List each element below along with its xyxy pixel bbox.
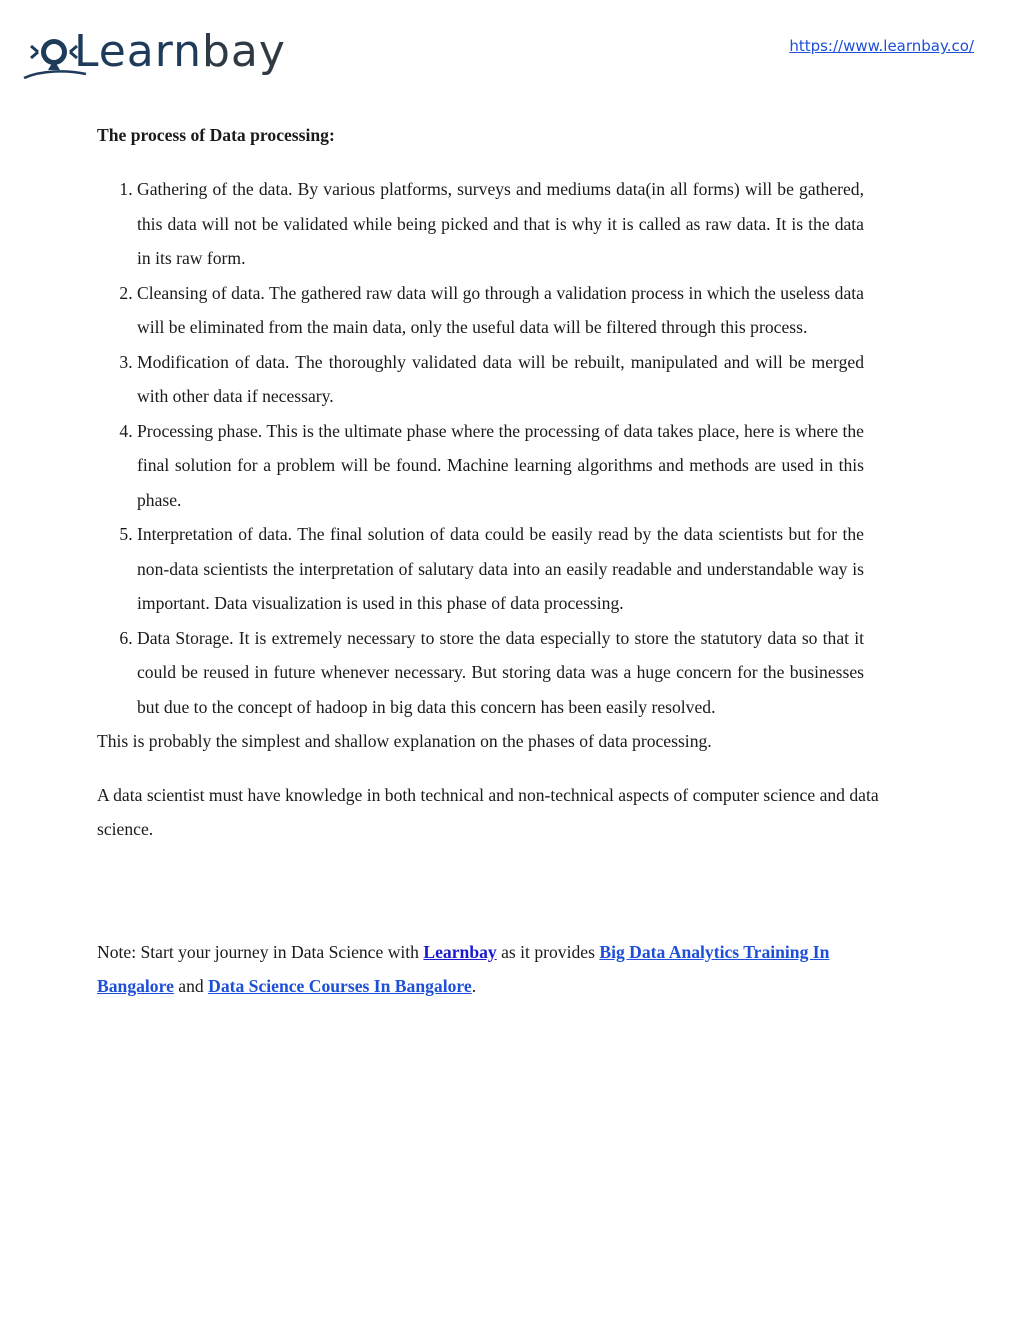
big-data-analytics-link[interactable]: Big Data Analytics Training In Bangalore [97, 941, 830, 996]
page-header [0, 0, 1024, 100]
header-url-link[interactable]: https://www.learnbay.co/ [789, 37, 974, 55]
list-item: 4. Processing phase. This is the ultimate phase where the processing of data takes place, here is where the final solution for a problem will be found. Machine learning algorithms and methods are used in this phase. [137, 414, 864, 518]
list-item: 5. Interpretation of data. The final solution of data could be easily read by the data scientists but for the non-data scientists the interpretation of salutary data into an easily readable and understandable way is important. Data visualization is used in this phase of data processing. [137, 517, 864, 621]
list-item: 1. Gathering of the data. By various platforms, surveys and mediums data(in all forms) will be gathered, this data will not be validated while being picked and that is why it is called as raw data. It is the data in its raw form. [137, 172, 864, 276]
note-suffix: . [471, 976, 477, 996]
learnbay-link[interactable]: Learnbay [423, 941, 497, 962]
note-paragraph [97, 935, 907, 1004]
list-item: 6. Data Storage. It is extremely necessary to store the data especially to store the statutory data so that it could be reused in future whenever necessary. But storing data was a huge concern for the businesses but due to the concept of hadoop in big data this concern has been easily resolved. [137, 621, 864, 725]
learnbay-logo[interactable] [22, 26, 286, 84]
note-middle-1: as it provides [496, 941, 600, 962]
data-science-courses-link[interactable]: Data Science Courses In Bangalore [208, 976, 472, 996]
scientist-paragraph: A data scientist must have knowledge in both technical and non-technical aspects of computer science and data science. [97, 784, 879, 839]
process-steps-list [97, 172, 864, 724]
summary-paragraph: This is probably the simplest and shallow explanation on the phases of data processing. [97, 731, 712, 751]
section-heading: The process of Data processing: [97, 125, 335, 145]
note-middle-2: and [173, 976, 209, 996]
document-body [97, 118, 907, 1004]
note-prefix: Note: Start your journey in Data Science with [97, 941, 424, 962]
logo-text-bay: bay [201, 26, 286, 77]
logo-wordmark [74, 24, 286, 80]
logo-text-learn: Learn [74, 26, 202, 77]
list-item: 2. Cleansing of data. The gathered raw data will go through a validation process in which the useless data will be eliminated from the main data, only the useful data will be filtered through this process. [137, 276, 864, 345]
list-item: 3. Modification of data. The thoroughly validated data will be rebuilt, manipulated and will be merged with other data if necessary. [137, 345, 864, 414]
